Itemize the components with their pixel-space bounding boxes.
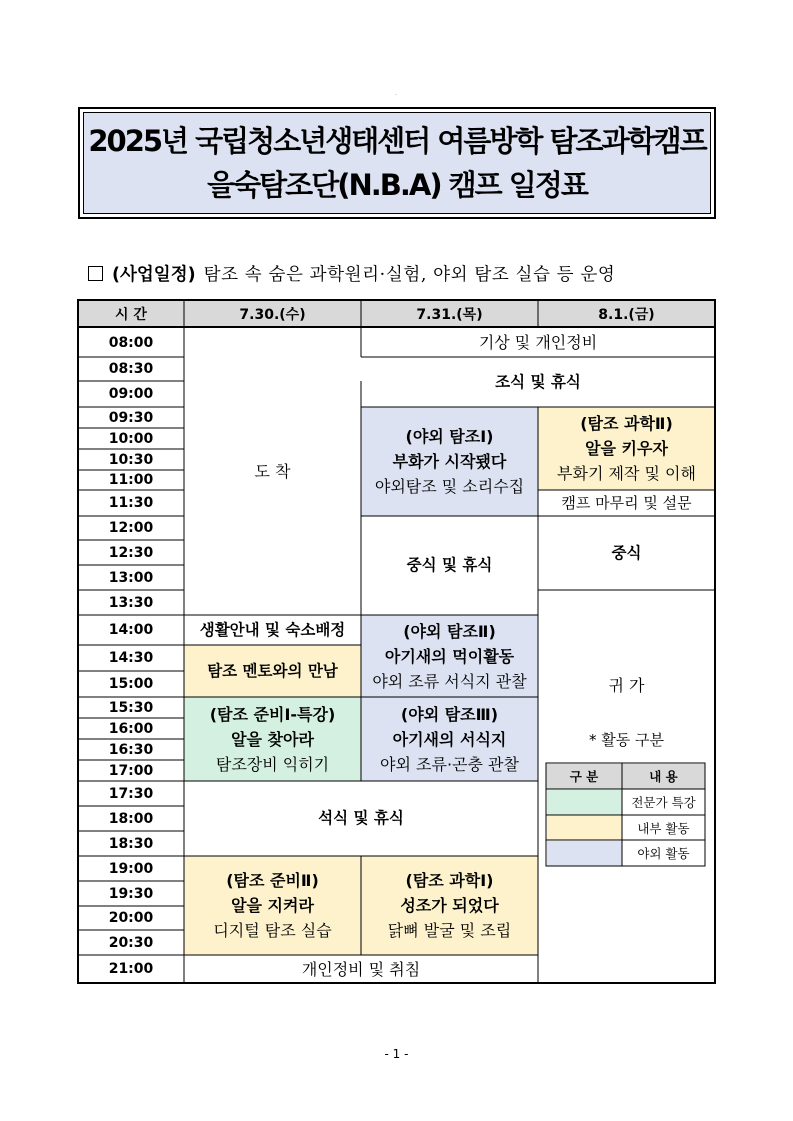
header-day2: 7.31.(목) <box>416 306 483 323</box>
day1-mentor <box>184 645 361 697</box>
time-label: 13:30 <box>108 594 154 611</box>
arrival-text: 도 착 <box>254 462 291 481</box>
time-label: 19:30 <box>108 885 154 902</box>
field1-subtitle: 부화가 시작됐다 <box>392 452 507 471</box>
prep1-title: (탐조 준비Ⅰ-특강) <box>209 704 336 724</box>
day1-arrival <box>184 328 361 615</box>
time-label: 08:30 <box>108 361 154 377</box>
breakfast-text: 조식 및 휴식 <box>495 372 581 391</box>
time-label: 15:30 <box>108 699 154 716</box>
field1-title: (야외 탐조Ⅰ) <box>405 427 494 446</box>
time-label: 08:00 <box>108 334 154 351</box>
field2-subtitle: 아기새의 먹이활동 <box>384 646 515 666</box>
legend-expert-label: 전문가 특강 <box>631 795 696 810</box>
time-label: 16:00 <box>108 720 154 737</box>
field1-desc: 야외탐조 및 소리수집 <box>374 477 525 496</box>
dinner-row <box>184 781 538 856</box>
legend-swatch-internal <box>547 816 622 840</box>
time-label: 10:30 <box>108 451 154 468</box>
prep2-title: (탐조 준비Ⅱ) <box>226 871 319 890</box>
time-label: 18:00 <box>108 810 154 827</box>
time-label: 10:00 <box>108 430 154 447</box>
time-label: 15:00 <box>108 676 154 692</box>
time-label: 21:00 <box>108 961 154 977</box>
field3-desc: 야외 조류·곤충 관찰 <box>380 754 519 774</box>
day2-field1 <box>361 407 538 516</box>
header-day1: 7.30.(수) <box>239 306 306 323</box>
intro-label: (사업일정) <box>112 264 196 285</box>
time-label: 20:00 <box>108 910 154 926</box>
title-line-2: 을숙탐조단(N.B.A) 캠프 일정표 <box>207 168 587 202</box>
time-label: 13:00 <box>108 569 154 586</box>
mentor-text: 탐조 멘토와의 만남 <box>207 661 338 680</box>
wake-up-row <box>361 328 715 357</box>
time-label: 20:30 <box>108 934 154 951</box>
legend-header-category: 구 분 <box>569 769 599 784</box>
breakfast-row <box>361 357 715 407</box>
wake-text: 기상 및 개인정비 <box>478 333 598 352</box>
time-label: 09:00 <box>108 386 154 402</box>
time-label: 16:30 <box>108 741 154 758</box>
legend-outdoor-label: 야외 활동 <box>637 846 690 861</box>
prep2-subtitle: 알을 지켜라 <box>231 896 314 915</box>
day3-return <box>538 670 715 700</box>
time-label: 14:00 <box>108 622 154 638</box>
day3-lunch <box>538 516 715 590</box>
time-label: 11:30 <box>108 495 154 511</box>
legend-note <box>538 727 715 753</box>
science1-subtitle: 성조가 되었다 <box>400 896 499 915</box>
prep2-desc: 디지털 탐조 실습 <box>213 921 332 940</box>
day1-prep2 <box>184 856 361 955</box>
day3-lunch-text: 중식 <box>611 543 642 562</box>
science2-title: (탐조 과학Ⅱ) <box>580 414 673 433</box>
day2-field2 <box>361 615 538 697</box>
time-label: 12:30 <box>108 544 154 561</box>
bedtime-text: 개인정비 및 취침 <box>301 959 421 979</box>
decorative-dot: · <box>395 92 397 99</box>
dinner-text: 석식 및 휴식 <box>318 809 404 827</box>
wrapup-text: 캠프 마무리 및 설문 <box>561 493 692 512</box>
page-number: - 1 - <box>384 1047 409 1061</box>
time-label: 17:30 <box>108 785 154 802</box>
time-label: 18:30 <box>108 835 154 852</box>
legend-header-content: 내 용 <box>649 769 678 784</box>
day2-science1 <box>361 856 538 955</box>
science1-title: (탐조 과학Ⅰ) <box>405 871 494 890</box>
day3-science2 <box>538 407 715 490</box>
time-label: 09:30 <box>108 409 154 426</box>
field2-title: (야외 탐조Ⅱ) <box>403 621 496 641</box>
header-day3: 8.1.(금) <box>598 306 655 323</box>
time-label: 11:00 <box>108 472 154 488</box>
day2-field3 <box>361 697 538 781</box>
title-line-1: 2025년 국립청소년생태센터 여름방학 탐조과학캠프 <box>88 124 706 158</box>
time-label: 14:30 <box>108 650 154 666</box>
time-label: 12:00 <box>108 520 154 536</box>
legend-note-text: * 활동 구분 <box>589 730 664 749</box>
science2-desc: 부화기 제작 및 이해 <box>557 464 696 483</box>
header-time: 시 간 <box>115 306 147 323</box>
science2-subtitle: 알을 키우자 <box>585 439 668 458</box>
legend-internal-label: 내부 활동 <box>637 820 690 836</box>
field3-title: (야외 탐조Ⅲ) <box>400 704 499 724</box>
day2-lunch-text: 중식 및 휴식 <box>406 556 493 574</box>
day3-wrapup <box>538 490 715 516</box>
intro-text: 탐조 속 숨은 과학원리·실험, 야외 탐조 실습 등 운영 <box>203 264 616 285</box>
time-label: 19:00 <box>108 860 154 877</box>
prep1-subtitle: 알을 찾아라 <box>231 729 314 749</box>
science1-desc: 닭뼈 발굴 및 조립 <box>387 921 512 940</box>
orientation-text: 생활안내 및 숙소배정 <box>199 620 346 639</box>
day2-lunch <box>361 516 538 615</box>
field2-desc: 야외 조류 서식지 관찰 <box>372 671 527 691</box>
legend-swatch-outdoor <box>547 841 622 866</box>
return-text: 귀 가 <box>608 675 645 695</box>
prep1-desc: 탐조장비 익히기 <box>215 754 330 774</box>
time-label: 17:00 <box>108 762 154 779</box>
day1-orientation <box>184 615 361 645</box>
bedtime-row <box>184 955 538 983</box>
legend-swatch-expert <box>547 790 622 815</box>
day1-prep1 <box>184 697 361 781</box>
field3-subtitle: 아기새의 서식지 <box>392 729 507 749</box>
